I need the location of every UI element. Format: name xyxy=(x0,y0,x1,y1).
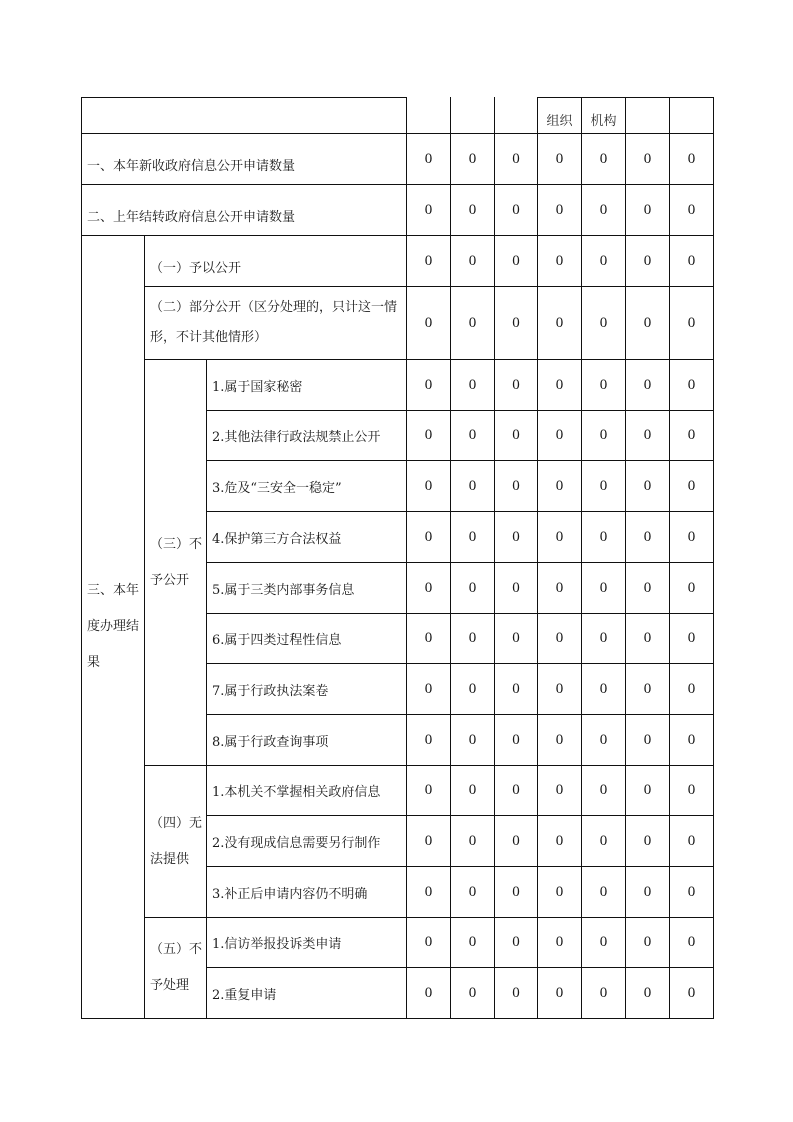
value-cell: 0 xyxy=(669,184,714,236)
value-cell: 0 xyxy=(494,460,538,512)
value-cell: 0 xyxy=(625,663,670,715)
value-cell: 0 xyxy=(581,286,626,360)
item-label: 7.属于行政执法案卷 xyxy=(206,663,407,715)
value-cell: 0 xyxy=(494,410,538,461)
value-cell: 0 xyxy=(625,359,670,411)
column-header: 机构 xyxy=(581,97,626,134)
column-header xyxy=(494,97,538,134)
value-cell: 0 xyxy=(581,235,626,287)
value-cell: 0 xyxy=(494,663,538,715)
value-cell: 0 xyxy=(406,663,451,715)
value-cell: 0 xyxy=(537,866,582,918)
value-cell: 0 xyxy=(537,460,582,512)
value-cell: 0 xyxy=(406,359,451,411)
value-cell: 0 xyxy=(625,286,670,360)
item-label: 2.其他法律行政法规禁止公开 xyxy=(206,410,407,461)
value-cell: 0 xyxy=(494,133,538,185)
item-label: 2.没有现成信息需要另行制作 xyxy=(206,815,407,867)
value-cell: 0 xyxy=(581,815,626,867)
column-header xyxy=(625,97,670,134)
value-cell: 0 xyxy=(537,562,582,614)
value-cell: 0 xyxy=(406,511,451,563)
value-cell: 0 xyxy=(537,917,582,968)
value-cell: 0 xyxy=(669,511,714,563)
item-label: 4.保护第三方合法权益 xyxy=(206,511,407,563)
value-cell: 0 xyxy=(669,562,714,614)
value-cell: 0 xyxy=(450,286,495,360)
value-cell: 0 xyxy=(625,460,670,512)
value-cell: 0 xyxy=(581,917,626,968)
value-cell: 0 xyxy=(625,410,670,461)
value-cell: 0 xyxy=(625,815,670,867)
value-cell: 0 xyxy=(494,613,538,664)
value-cell: 0 xyxy=(406,410,451,461)
value-cell: 0 xyxy=(406,714,451,766)
group-label: （二）部分公开（区分处理的，只计这一情形，不计其他情形） xyxy=(144,286,407,360)
value-cell: 0 xyxy=(494,917,538,968)
value-cell: 0 xyxy=(494,235,538,287)
value-cell: 0 xyxy=(450,765,495,816)
value-cell: 0 xyxy=(625,613,670,664)
item-label: 3.补正后申请内容仍不明确 xyxy=(206,866,407,918)
value-cell: 0 xyxy=(625,765,670,816)
item-label: 2.重复申请 xyxy=(206,967,407,1019)
value-cell: 0 xyxy=(581,410,626,461)
value-cell: 0 xyxy=(537,235,582,287)
value-cell: 0 xyxy=(669,663,714,715)
value-cell: 0 xyxy=(450,866,495,918)
value-cell: 0 xyxy=(625,511,670,563)
value-cell: 0 xyxy=(450,460,495,512)
value-cell: 0 xyxy=(537,133,582,185)
value-cell: 0 xyxy=(669,967,714,1019)
value-cell: 0 xyxy=(406,562,451,614)
group-label: （四）无法提供 xyxy=(144,765,207,918)
value-cell: 0 xyxy=(406,765,451,816)
value-cell: 0 xyxy=(537,410,582,461)
group-label: （五）不予处理 xyxy=(144,917,207,1019)
value-cell: 0 xyxy=(669,410,714,461)
group-label: （一）予以公开 xyxy=(144,235,407,287)
value-cell: 0 xyxy=(450,967,495,1019)
value-cell: 0 xyxy=(537,967,582,1019)
value-cell: 0 xyxy=(581,511,626,563)
value-cell: 0 xyxy=(625,562,670,614)
value-cell: 0 xyxy=(537,663,582,715)
column-header xyxy=(406,97,451,134)
value-cell: 0 xyxy=(494,714,538,766)
item-label: 8.属于行政查询事项 xyxy=(206,714,407,766)
value-cell: 0 xyxy=(581,714,626,766)
value-cell: 0 xyxy=(450,613,495,664)
value-cell: 0 xyxy=(625,866,670,918)
value-cell: 0 xyxy=(406,286,451,360)
value-cell: 0 xyxy=(450,917,495,968)
value-cell: 0 xyxy=(669,765,714,816)
value-cell: 0 xyxy=(581,765,626,816)
value-cell: 0 xyxy=(450,562,495,614)
value-cell: 0 xyxy=(669,917,714,968)
value-cell: 0 xyxy=(406,184,451,236)
value-cell: 0 xyxy=(581,562,626,614)
value-cell: 0 xyxy=(625,184,670,236)
value-cell: 0 xyxy=(537,815,582,867)
value-cell: 0 xyxy=(537,359,582,411)
value-cell: 0 xyxy=(537,286,582,360)
value-cell: 0 xyxy=(494,511,538,563)
value-cell: 0 xyxy=(537,765,582,816)
value-cell: 0 xyxy=(669,460,714,512)
item-label: 3.危及“三安全一稳定” xyxy=(206,460,407,512)
row-label: 一、本年新收政府信息公开申请数量 xyxy=(81,133,407,185)
column-header xyxy=(450,97,495,134)
value-cell: 0 xyxy=(450,359,495,411)
value-cell: 0 xyxy=(494,184,538,236)
value-cell: 0 xyxy=(406,460,451,512)
value-cell: 0 xyxy=(581,359,626,411)
value-cell: 0 xyxy=(406,866,451,918)
value-cell: 0 xyxy=(581,613,626,664)
value-cell: 0 xyxy=(494,967,538,1019)
item-label: 5.属于三类内部事务信息 xyxy=(206,562,407,614)
value-cell: 0 xyxy=(581,866,626,918)
value-cell: 0 xyxy=(494,815,538,867)
value-cell: 0 xyxy=(450,235,495,287)
section-label: 三、本年度办理结果 xyxy=(81,235,145,1019)
value-cell: 0 xyxy=(581,967,626,1019)
value-cell: 0 xyxy=(406,815,451,867)
value-cell: 0 xyxy=(669,235,714,287)
value-cell: 0 xyxy=(581,133,626,185)
item-label: 1.属于国家秘密 xyxy=(206,359,407,411)
value-cell: 0 xyxy=(669,133,714,185)
item-label: 6.属于四类过程性信息 xyxy=(206,613,407,664)
value-cell: 0 xyxy=(625,235,670,287)
value-cell: 0 xyxy=(406,133,451,185)
value-cell: 0 xyxy=(494,765,538,816)
value-cell: 0 xyxy=(581,663,626,715)
value-cell: 0 xyxy=(406,613,451,664)
value-cell: 0 xyxy=(450,410,495,461)
item-label: 1.本机关不掌握相关政府信息 xyxy=(206,765,407,816)
value-cell: 0 xyxy=(494,866,538,918)
value-cell: 0 xyxy=(494,286,538,360)
value-cell: 0 xyxy=(450,184,495,236)
value-cell: 0 xyxy=(537,613,582,664)
value-cell: 0 xyxy=(537,184,582,236)
value-cell: 0 xyxy=(450,133,495,185)
value-cell: 0 xyxy=(450,511,495,563)
value-cell: 0 xyxy=(450,714,495,766)
value-cell: 0 xyxy=(669,714,714,766)
value-cell: 0 xyxy=(669,815,714,867)
row-label: 二、上年结转政府信息公开申请数量 xyxy=(81,184,407,236)
group-label: （三）不予公开 xyxy=(144,359,207,766)
value-cell: 0 xyxy=(669,359,714,411)
value-cell: 0 xyxy=(537,714,582,766)
value-cell: 0 xyxy=(406,235,451,287)
value-cell: 0 xyxy=(669,866,714,918)
value-cell: 0 xyxy=(406,967,451,1019)
value-cell: 0 xyxy=(625,714,670,766)
column-header: 组织 xyxy=(537,97,582,134)
header-label-cell xyxy=(81,97,407,134)
value-cell: 0 xyxy=(537,511,582,563)
column-header xyxy=(669,97,714,134)
value-cell: 0 xyxy=(669,286,714,360)
value-cell: 0 xyxy=(625,133,670,185)
value-cell: 0 xyxy=(494,359,538,411)
value-cell: 0 xyxy=(625,917,670,968)
value-cell: 0 xyxy=(669,613,714,664)
value-cell: 0 xyxy=(450,815,495,867)
value-cell: 0 xyxy=(625,967,670,1019)
value-cell: 0 xyxy=(581,184,626,236)
value-cell: 0 xyxy=(406,917,451,968)
item-label: 1.信访举报投诉类申请 xyxy=(206,917,407,968)
value-cell: 0 xyxy=(450,663,495,715)
value-cell: 0 xyxy=(581,460,626,512)
value-cell: 0 xyxy=(494,562,538,614)
